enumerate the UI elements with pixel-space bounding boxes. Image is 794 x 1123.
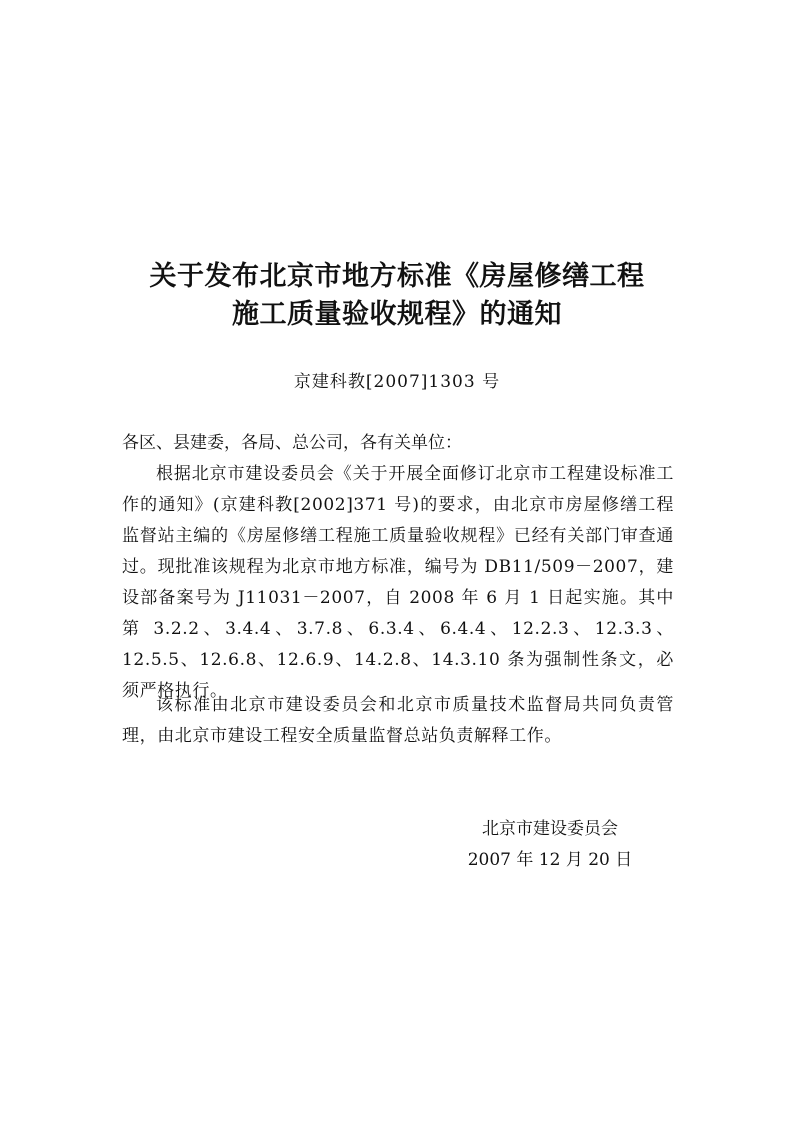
title-line-1: 关于发布北京市地方标准《房屋修缮工程: [149, 261, 645, 292]
signature-organization: 北京市建设委员会: [482, 819, 618, 839]
document-number: 京建科教[2007]1303 号: [293, 372, 501, 392]
paragraph-2: 该标准由北京市建设委员会和北京市质量技术监督局共同负责管理，由北京市建设工程安全质量监督总站负责解释工作。: [122, 695, 674, 746]
signature-date: 2007 年 12 月 20 日: [467, 850, 633, 870]
title-line-2: 施工质量验收规程》的通知: [232, 299, 562, 330]
paragraph-1: 根据北京市建设委员会《关于开展全面修订北京市工程建设标准工作的通知》(京建科教[2002]371 号)的要求，由北京市房屋修缮工程监督站主编的《房屋修缮工程施工质量验收规程》已经有关部门审查通过。现批准该规程为北京市地方标准，编号为 DB11/509－2007，建设部备案号为 J11031－2007，自 2008 年 6 月 1 日起实施。其中第 3.2.2、3.4.4、3.7.8、6.3.4、6.4.4、12.2.3、12.3.3、12.5.5、12.6.8、12.6.9、14.2.8、14.3.10 条为强制性条文，必须严格执行。: [122, 464, 674, 701]
salutation: 各区、县建委，各局、总公司，各有关单位：: [122, 433, 462, 453]
